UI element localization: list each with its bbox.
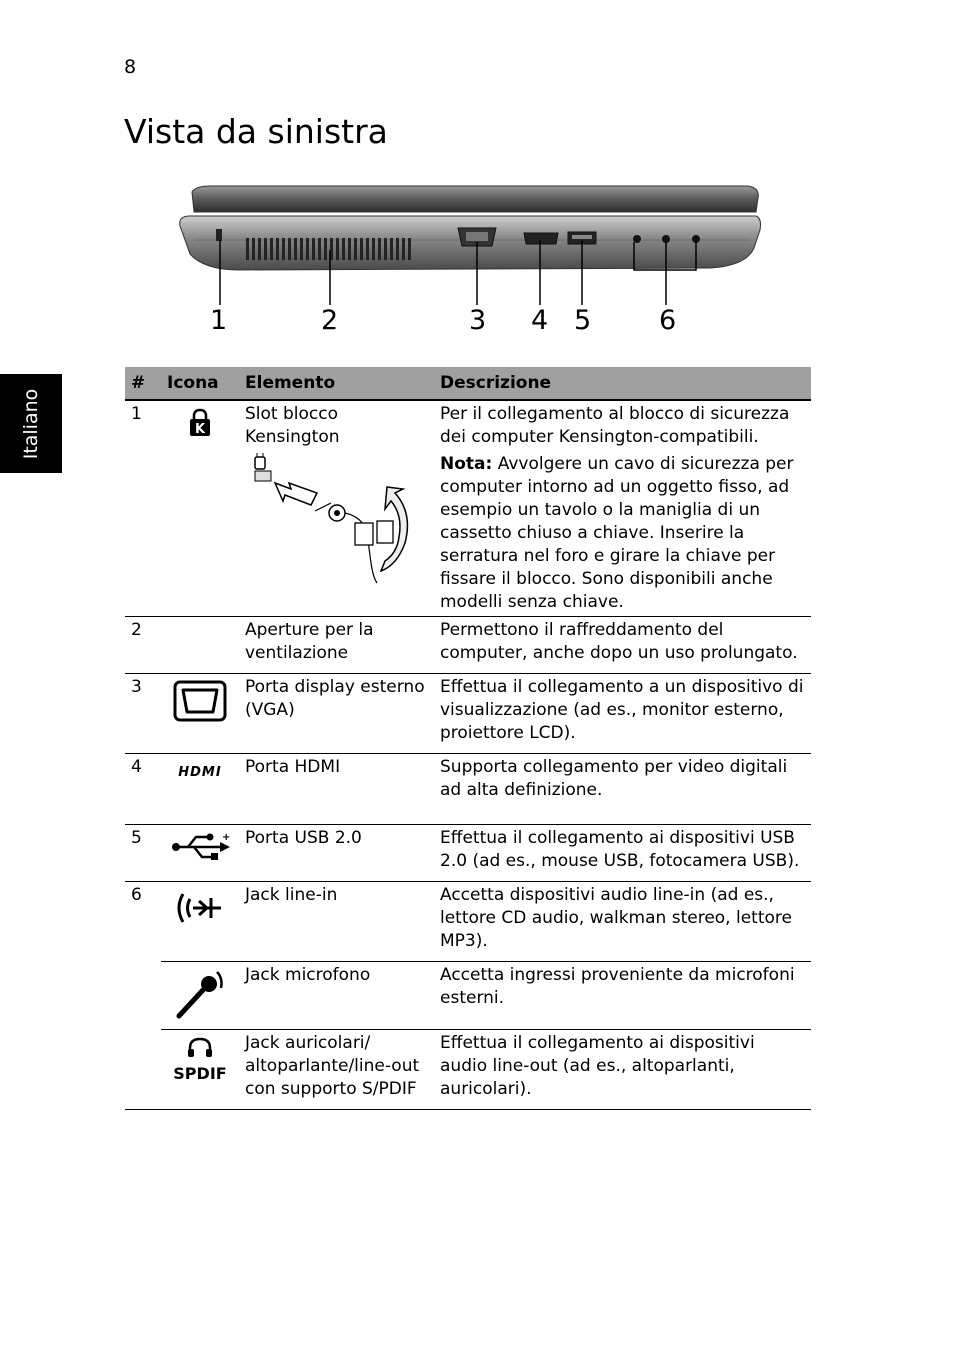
- row-num: 2: [125, 617, 161, 674]
- kensington-lock-icon: [187, 407, 213, 437]
- element-description: Effettua il collegamento ai dispositivi audio line-out (ad es., altoparlanti, auricolari).: [434, 1030, 811, 1110]
- page-title: Vista da sinistra: [124, 112, 388, 151]
- table-header-row: [125, 367, 811, 400]
- table-row: [125, 674, 811, 754]
- table-row: [125, 617, 811, 674]
- header-icon: Icona: [161, 367, 239, 400]
- element-name: Slot blocco Kensington: [245, 404, 340, 447]
- row-num: 6: [131, 885, 142, 905]
- element-description: Supporta collegamento per video digitali ad alta definizione.: [434, 754, 811, 825]
- element-name: Porta display esterno (VGA): [239, 674, 434, 754]
- left-view-spec-table: [125, 367, 811, 1110]
- element-description: Per il collegamento al blocco di sicurezza dei computer Kensington-compatibili.: [440, 404, 790, 447]
- language-side-tab: [0, 374, 62, 473]
- element-name: Porta HDMI: [239, 754, 434, 825]
- kensington-lock-usage-illustration: [245, 453, 415, 585]
- callout-6: 6: [659, 305, 677, 336]
- table-row: [125, 825, 811, 882]
- element-description: Effettua il collegamento a un dispositivo di visualizzazione (ad es., monitor esterno, proiettore LCD).: [434, 674, 811, 754]
- element-name: Jack line-in: [239, 882, 434, 962]
- table-row: [125, 400, 811, 617]
- element-description: Permettono il raffreddamento del computer, anche dopo un uso prolungato.: [434, 617, 811, 674]
- element-name: Jack auricolari/ altoparlante/line-out con supporto S/PDIF: [239, 1030, 434, 1110]
- callout-4: 4: [531, 305, 549, 336]
- note-block: [440, 453, 805, 614]
- row-num: 5: [125, 825, 161, 882]
- table-row: [125, 754, 811, 825]
- hdmi-icon: HDMI: [178, 765, 222, 780]
- element-name: Aperture per la ventilazione: [239, 617, 434, 674]
- table-row: [125, 962, 811, 1030]
- row-num: 3: [125, 674, 161, 754]
- page-number: 8: [124, 56, 137, 78]
- table-row: [125, 1030, 811, 1110]
- header-num: #: [125, 367, 161, 400]
- element-description: Effettua il collegamento ai dispositivi USB 2.0 (ad es., mouse USB, fotocamera USB).: [434, 825, 811, 882]
- line-in-icon: [173, 888, 227, 928]
- svg-text:+: +: [222, 832, 230, 843]
- svg-text:K: K: [194, 422, 206, 437]
- callout-5: 5: [574, 305, 592, 336]
- element-name: Jack microfono: [239, 962, 434, 1030]
- callout-3: 3: [469, 305, 487, 336]
- element-description: Accetta ingressi proveniente da microfoni esterni.: [434, 962, 811, 1030]
- row-num: 1: [125, 400, 161, 617]
- element-name: Porta USB 2.0: [239, 825, 434, 882]
- row-num: 4: [125, 754, 161, 825]
- spdif-icon: SPDIF: [173, 1064, 227, 1083]
- usb-icon: [170, 831, 230, 863]
- header-description: Descrizione: [434, 367, 811, 400]
- headphone-icon: [185, 1036, 215, 1058]
- vga-icon: [173, 680, 227, 722]
- callout-1: 1: [210, 305, 228, 336]
- callout-2: 2: [321, 305, 339, 336]
- side-tab-label: Italiano: [20, 388, 42, 460]
- header-element: Elemento: [239, 367, 434, 400]
- microphone-icon: [173, 968, 227, 1020]
- note-label: Nota:: [440, 454, 493, 474]
- table-row: [125, 882, 811, 962]
- element-description: Accetta dispositivi audio line-in (ad es., lettore CD audio, walkman stereo, lettore MP3).: [434, 882, 811, 962]
- note-text: Avvolgere un cavo di sicurezza per computer intorno ad un oggetto fisso, ad esempio un tavolo o la maniglia di un cassetto chiuso a chiave. Inserire la serratura nel foro e girare la chiave per fissare il blocco. Sono disponibili anche modelli senza chiave.: [440, 454, 794, 612]
